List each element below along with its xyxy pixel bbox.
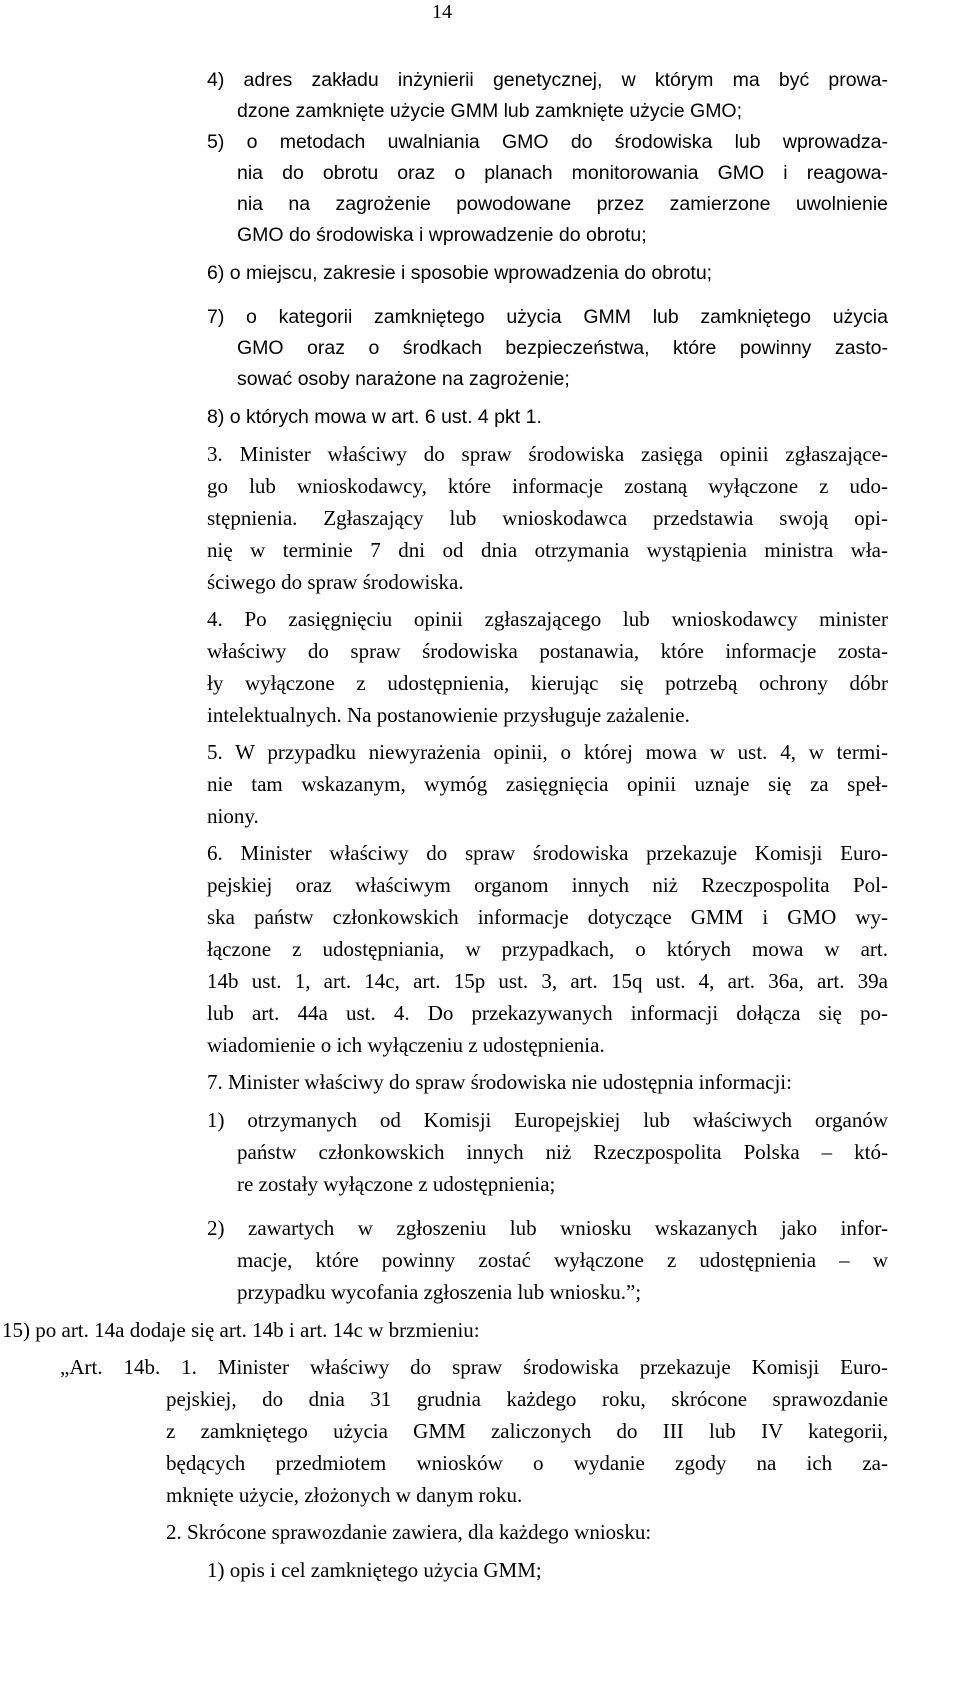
text-line: ska państw członkowskich informacje dotyczące GMM i GMO wy- (207, 905, 888, 929)
text-line: go lub wnioskodawcy, które informacje zostaną wyłączone z udo- (207, 474, 888, 498)
text-line: nia do obrotu oraz o planach monitorowania GMO i reagowa- (237, 162, 888, 184)
text-line: 6. Minister właściwy do spraw środowiska przekazuje Komisji Euro- (207, 841, 888, 865)
text-line: nie tam wskazanym, wymóg zasięgnięcia opinii uznaje się za speł- (207, 772, 888, 796)
text-line: 5) o metodach uwalniania GMO do środowiska lub wprowadza- (207, 131, 888, 153)
text-line: niony. (207, 804, 259, 828)
text-line: 5. W przypadku niewyrażenia opinii, o której mowa w ust. 4, w termi- (207, 740, 888, 764)
page-number: 14 (432, 1, 452, 23)
text-line: pejskiej, do dnia 31 grudnia każdego roku, skrócone sprawozdanie (166, 1387, 888, 1411)
text-line: mknięte użycie, złożonych w danym roku. (166, 1483, 523, 1507)
text-line: właściwy do spraw środowiska postanawia, które informacje zosta- (207, 639, 888, 663)
text-line: GMO do środowiska i wprowadzenie do obrotu; (237, 224, 647, 246)
text-line: lub art. 44a ust. 4. Do przekazywanych informacji dołącza się po- (207, 1001, 888, 1025)
text-line: dzone zamknięte użycie GMM lub zamknięte użycie GMO; (237, 100, 743, 122)
text-line: ściwego do spraw środowiska. (207, 570, 464, 594)
text-line: re zostały wyłączone z udostępnienia; (237, 1172, 556, 1196)
text-line: łączone z udostępniania, w przypadkach, o których mowa w art. (207, 937, 888, 961)
text-line: wiadomienie o ich wyłączeniu z udostępnienia. (207, 1033, 605, 1057)
text-line: 1) otrzymanych od Komisji Europejskiej lub właściwych organów (207, 1108, 888, 1132)
text-line: 2) zawartych w zgłoszeniu lub wniosku wskazanych jako infor- (207, 1216, 888, 1240)
text-line: 15) po art. 14a dodaje się art. 14b i art. 14c w brzmieniu: (2, 1318, 480, 1342)
text-line: będących przedmiotem wniosków o wydanie zgody na ich za- (166, 1451, 888, 1475)
text-line: stępnienia. Zgłaszający lub wnioskodawca przedstawia swoją opi- (207, 506, 888, 530)
text-line: intelektualnych. Na postanowienie przysługuje zażalenie. (207, 703, 690, 727)
text-line: z zamkniętego użycia GMM zaliczonych do III lub IV kategorii, (166, 1419, 888, 1443)
text-line: 3. Minister właściwy do spraw środowiska zasięga opinii zgłaszające- (207, 442, 888, 466)
text-line: nia na zagrożenie powodowane przez zamierzone uwolnienie (237, 193, 888, 215)
text-line: przypadku wycofania zgłoszenia lub wniosku.”; (237, 1280, 642, 1304)
text-line: pejskiej oraz właściwym organom innych niż Rzeczpospolita Pol- (207, 873, 888, 897)
text-line: GMO oraz o środkach bezpieczeństwa, które powinny zasto- (237, 337, 888, 359)
text-line: państw członkowskich innych niż Rzeczpospolita Polska – któ- (237, 1140, 888, 1164)
text-line: sować osoby narażone na zagrożenie; (237, 368, 570, 390)
text-line: macje, które powinny zostać wyłączone z udostępnienia – w (237, 1248, 888, 1272)
text-line: „Art. 14b. 1. Minister właściwy do spraw środowiska przekazuje Komisji Euro- (60, 1355, 888, 1379)
text-line: 8) o których mowa w art. 6 ust. 4 pkt 1. (207, 406, 542, 428)
text-line: 1) opis i cel zamkniętego użycia GMM; (207, 1558, 542, 1582)
text-line: 2. Skrócone sprawozdanie zawiera, dla każdego wniosku: (166, 1520, 652, 1544)
text-line: 7. Minister właściwy do spraw środowiska nie udostępnia informacji: (207, 1070, 792, 1094)
text-line: 6) o miejscu, zakresie i sposobie wprowadzenia do obrotu; (207, 262, 713, 284)
text-line: 7) o kategorii zamkniętego użycia GMM lub zamkniętego użycia (207, 306, 888, 328)
text-line: nię w terminie 7 dni od dnia otrzymania wystąpienia ministra wła- (207, 538, 888, 562)
text-line: 4) adres zakładu inżynierii genetycznej, w którym ma być prowa- (207, 69, 888, 91)
text-line: 4. Po zasięgnięciu opinii zgłaszającego lub wnioskodawcy minister (207, 607, 888, 631)
text-line: 14b ust. 1, art. 14c, art. 15p ust. 3, art. 15q ust. 4, art. 36a, art. 39a (207, 969, 888, 993)
text-line: ły wyłączone z udostępnienia, kierując się potrzebą ochrony dóbr (207, 671, 888, 695)
